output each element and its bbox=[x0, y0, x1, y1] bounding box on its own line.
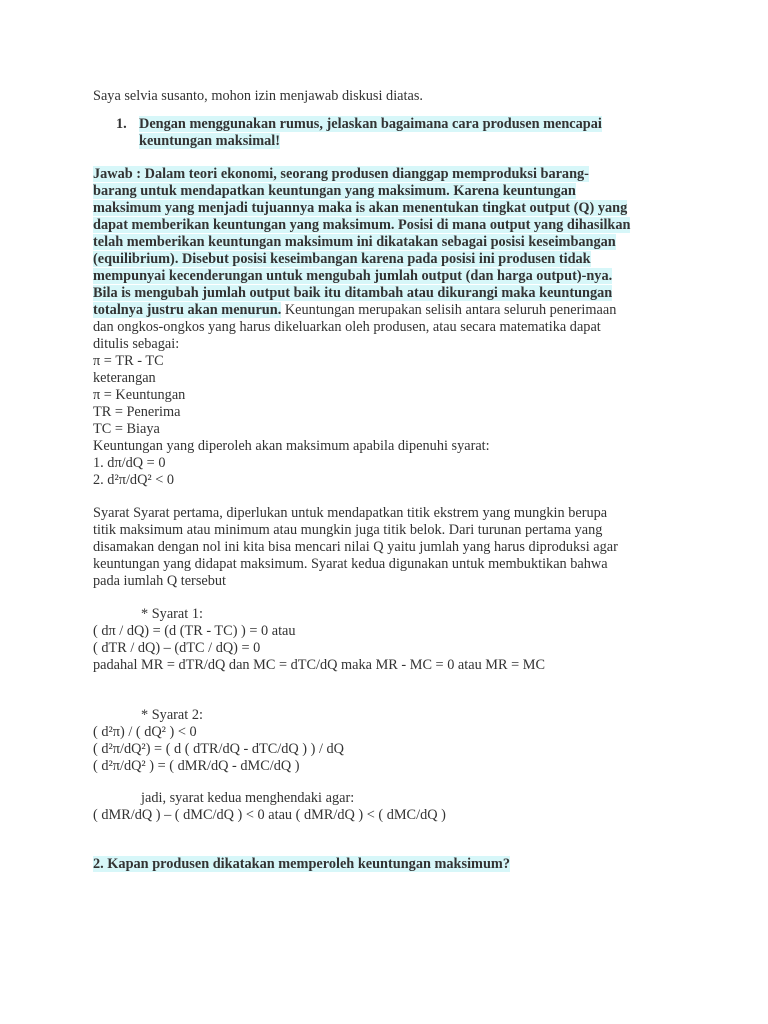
syarat-paragraph-line: disamakan dengan nol ini kita bisa mencari nilai Q yaitu jumlah yang harus diproduksi agar bbox=[93, 539, 618, 555]
answer-line: mempunyai kecenderungan untuk mengubah jumlah output (dan harga output)-nya. bbox=[93, 268, 613, 284]
syarat1-line: ( dTR / dQ) – (dTC / dQ) = 0 bbox=[93, 640, 261, 656]
syarat2-line: ( d²π/dQ²) = ( d ( dTR/dQ - dTC/dQ ) ) / dQ bbox=[93, 741, 344, 757]
answer-plain-line: TC = Biaya bbox=[93, 421, 160, 437]
syarat2-line: ( d²π) / ( dQ² ) < 0 bbox=[93, 724, 197, 740]
question1-line-2: keuntungan maksimal! bbox=[139, 133, 281, 149]
condition-1: 1. dπ/dQ = 0 bbox=[93, 455, 166, 471]
syarat2-final: ( dMR/dQ ) – ( dMC/dQ ) < 0 atau ( dMR/dQ ) < ( dMC/dQ ) bbox=[93, 807, 446, 823]
condition-2: 2. d²π/dQ² < 0 bbox=[93, 472, 175, 488]
answer-line: dapat memberikan keuntungan yang maksimum. Posisi di mana output yang dihasilkan bbox=[93, 217, 631, 233]
syarat-paragraph-line: Syarat Syarat pertama, diperlukan untuk mendapatkan titik ekstrem yang mungkin berupa bbox=[93, 505, 608, 521]
question1-line-1: Dengan menggunakan rumus, jelaskan bagaimana cara produsen mencapai bbox=[139, 116, 602, 132]
answer-line: (equilibrium). Disebut posisi keseimbangan karena pada posisi ini produsen tidak bbox=[93, 251, 591, 267]
intro-text: Saya selvia susanto, mohon izin menjawab diskusi diatas. bbox=[93, 88, 423, 104]
answer-plain-line: keterangan bbox=[93, 370, 156, 386]
answer-line: barang untuk mendapatkan keuntungan yang maksimum. Karena keuntungan bbox=[93, 183, 576, 199]
answer-mixed-line: totalnya justru akan menurun. Keuntungan merupakan selisih antara seluruh penerimaan bbox=[93, 302, 617, 318]
answer-plain-line: Keuntungan yang diperoleh akan maksimum apabila dipenuhi syarat: bbox=[93, 438, 490, 454]
question1-number: 1. bbox=[116, 116, 127, 132]
answer-plain-line: ditulis sebagai: bbox=[93, 336, 180, 352]
answer-plain-line: dan ongkos-ongkos yang harus dikeluarkan oleh produsen, atau secara matematika dapat bbox=[93, 319, 601, 335]
formula-profit: π = TR - TC bbox=[93, 353, 164, 369]
syarat2-line: ( d²π/dQ² ) = ( dMR/dQ - dMC/dQ ) bbox=[93, 758, 300, 774]
answer-line: telah memberikan keuntungan maksimum ini dikatakan sebagai posisi keseimbangan bbox=[93, 234, 616, 250]
syarat-paragraph-line: keuntungan yang didapat maksimum. Syarat kedua digunakan untuk membuktikan bahwa bbox=[93, 556, 608, 572]
answer-plain-line: π = Keuntungan bbox=[93, 387, 186, 403]
answer-plain-line: TR = Penerima bbox=[93, 404, 181, 420]
syarat2-note: jadi, syarat kedua menghendaki agar: bbox=[141, 790, 355, 806]
syarat1-line: ( dπ / dQ) = (d (TR - TC) ) = 0 atau bbox=[93, 623, 296, 639]
syarat1-heading: * Syarat 1: bbox=[141, 606, 203, 622]
syarat1-line: padahal MR = dTR/dQ dan MC = dTC/dQ maka MR - MC = 0 atau MR = MC bbox=[93, 657, 546, 673]
syarat-paragraph-line: pada iumlah Q tersebut bbox=[93, 573, 227, 589]
answer-line: Jawab : Dalam teori ekonomi, seorang produsen dianggap memproduksi barang- bbox=[93, 166, 589, 182]
syarat2-heading: * Syarat 2: bbox=[141, 707, 203, 723]
syarat-paragraph-line: titik maksimum atau minimum atau mungkin juga titik belok. Dari turunan pertama yang bbox=[93, 522, 603, 538]
answer-line: Bila is mengubah jumlah output baik itu ditambah atau dikurangi maka keuntungan bbox=[93, 285, 613, 301]
answer-line: maksimum yang menjadi tujuannya maka is akan menentukan tingkat output (Q) yang bbox=[93, 200, 628, 216]
question2: 2. Kapan produsen dikatakan memperoleh keuntungan maksimum? bbox=[93, 856, 510, 872]
